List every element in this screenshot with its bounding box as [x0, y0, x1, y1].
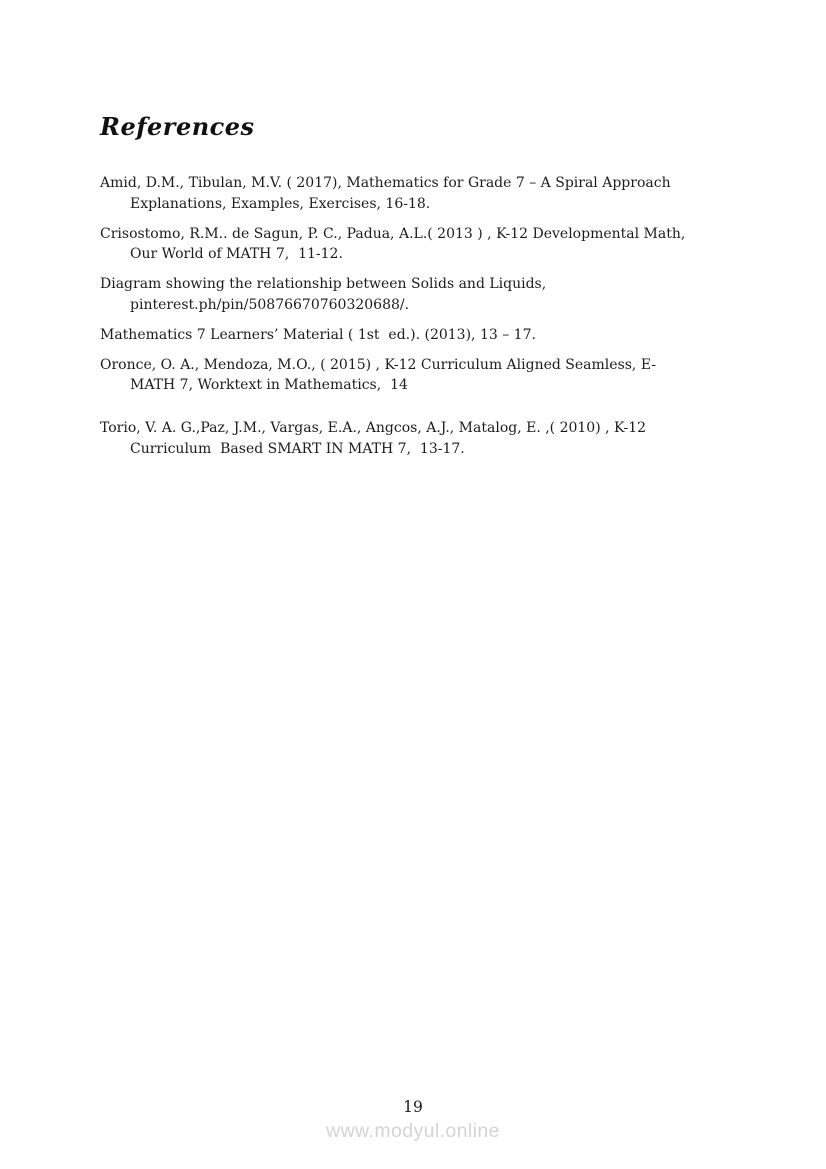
reference-entry: [100, 325, 800, 346]
reference-line: Curriculum Based SMART IN MATH 7, 13-17.: [130, 440, 465, 457]
reference-line: Torio, V. A. G.,Paz, J.M., Vargas, E.A., Angcos, A.J., Matalog, E. ,( 2010) , K-12: [100, 420, 647, 436]
reference-line: Our World of MATH 7, 11-12.: [130, 246, 343, 262]
reference-entry: [100, 274, 800, 315]
reference-line: Crisostomo, R.M.. de Sagun, P. C., Padua, A.L.( 2013 ) , K-12 Developmental Math,: [100, 225, 686, 242]
reference-entry: [100, 418, 800, 459]
references-list: [100, 173, 800, 469]
reference-line: pinterest.ph/pin/50876670760320688/.: [130, 296, 410, 313]
site-watermark: www.modyul.online: [326, 1120, 500, 1142]
reference-line: Amid, D.M., Tibulan, M.V. ( 2017), Mathematics for Grade 7 – A Spiral Approach: [100, 175, 671, 191]
reference-entry: [100, 355, 800, 396]
reference-line: MATH 7, Worktext in Mathematics, 14: [130, 377, 408, 393]
reference-line: Mathematics 7 Learners’ Material ( 1st ed.). (2013), 13 – 17.: [100, 326, 536, 343]
page-number: 19: [403, 1098, 423, 1116]
reference-entry: [100, 224, 800, 265]
reference-line: Diagram showing the relationship between Solids and Liquids,: [100, 276, 547, 292]
reference-line: Oronce, O. A., Mendoza, M.O., ( 2015) , K-12 Curriculum Aligned Seamless, E-: [100, 356, 657, 373]
references-title: References: [100, 112, 255, 142]
reference-entry: [100, 173, 800, 214]
reference-line: Explanations, Examples, Exercises, 16-18.: [130, 195, 431, 212]
